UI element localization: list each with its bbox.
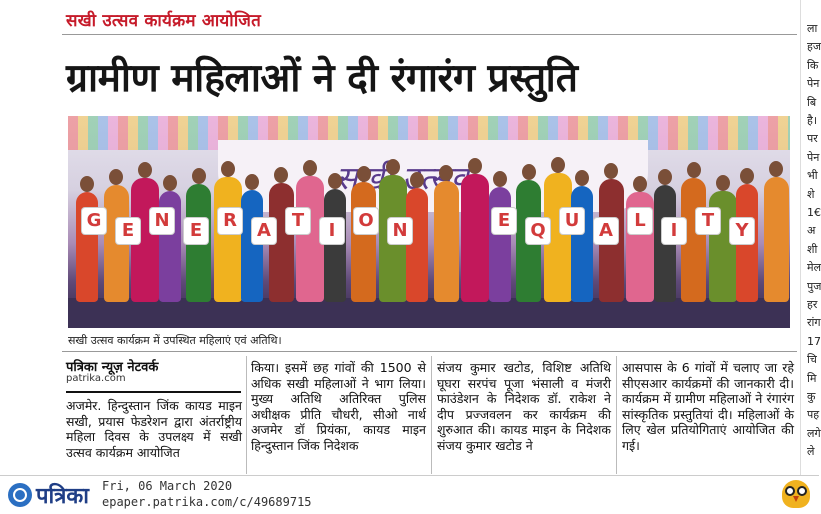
article-column-3: संजय कुमार खटोड, विशिष्ट अतिथि घूघरा सरपंच पूजा भंसाली व मंजरी फाउंडेशन के निदेशक डॉ. राकेश ने दीप प्रज्जवलन कर कार्यक्रम की शुरुआत की। कायड माइन के निदेशक संजय कुमार खटोड ने <box>437 360 611 453</box>
banner-title: उत्सव <box>402 159 469 197</box>
adjacent-text-line: है। <box>807 114 818 127</box>
adjacent-text-line: पुज <box>807 279 821 293</box>
adjacent-text-line: भी <box>807 169 818 183</box>
person-figure <box>461 174 489 302</box>
letter-sign: A <box>594 218 618 244</box>
adjacent-text-line: रांग <box>807 316 821 330</box>
letter-sign: R <box>218 208 242 234</box>
patrika-logo[interactable]: पत्रिका <box>36 484 89 509</box>
adjacent-text-line: ला <box>807 22 818 35</box>
person-figure <box>214 177 242 302</box>
adjacent-text-line: कु <box>807 390 816 403</box>
adjacent-text-line: मेल <box>807 261 821 275</box>
photo-caption: सखी उत्सव कार्यक्रम में उपस्थित महिलाएं एवं अतिथि। <box>68 334 282 347</box>
adjacent-text-line: हज <box>807 40 821 54</box>
adjacent-text-line: 17 <box>807 334 821 348</box>
letter-sign: Y <box>730 218 754 244</box>
article-column-2: किया। इसमें छह गांवों की 1500 से अधिक सखी महिलाओं ने भाग लिया। मुख्य अतिथि अतिरिक्त पुलिस अधीक्षक प्रीति चौधरी, सीओ नार्थ अजमेर डॉ प्रियंका, कायड माइन हिन्दुस्तान जिंक निदेशक <box>251 360 426 453</box>
adjacent-text-line: चि <box>807 353 817 367</box>
byline-rule <box>66 391 241 393</box>
column-divider <box>246 356 247 474</box>
letter-sign: E <box>184 218 208 244</box>
owl-eye <box>797 486 807 496</box>
article-headline: ग्रामीण महिलाओं ने दी रंगारंग प्रस्तुति <box>66 56 578 101</box>
adjacent-text-line: बि <box>807 95 817 109</box>
letter-sign: Q <box>526 218 550 244</box>
adjacent-text-line: हर <box>807 298 818 311</box>
edition-date: Fri, 06 March 2020 <box>102 479 233 493</box>
letter-sign: E <box>116 218 140 244</box>
stage-floor <box>68 298 790 328</box>
letter-sign: T <box>696 208 720 234</box>
event-photo <box>68 116 790 328</box>
adjacent-text-line: 1€ <box>807 206 821 219</box>
person-figure <box>571 186 593 302</box>
owl-mascot-icon[interactable] <box>782 480 810 508</box>
column-divider <box>616 356 617 474</box>
letter-sign: U <box>560 208 584 234</box>
divider <box>62 34 797 35</box>
letter-sign: E <box>492 208 516 234</box>
owl-beak <box>793 496 799 502</box>
person-figure <box>764 177 789 302</box>
person-figure <box>406 188 428 302</box>
letter-sign: N <box>388 218 412 244</box>
adjacent-text-line: पेन <box>807 150 820 164</box>
letter-sign: I <box>662 218 686 244</box>
letter-sign: G <box>82 208 106 234</box>
letter-sign: O <box>354 208 378 234</box>
adjacent-text-line: पेन <box>807 77 820 91</box>
article-column-4: आसपास के 6 गांवों में चलाए जा रहे सीएसआर कार्यक्रमों की जानकारी दी। कार्यक्रम में ग्रामीण महिलाओं ने रंगारंग सांस्कृतिक प्रस्तुतियां दी। महिलाओं के लिए खेल प्रतियोगिताएं आयोजित की गई। <box>622 360 794 453</box>
divider <box>62 351 797 352</box>
adjacent-text-line: लगे <box>807 426 821 440</box>
person-figure <box>241 190 263 302</box>
letter-sign: I <box>320 218 344 244</box>
adjacent-text-line: ले <box>807 445 815 459</box>
adjacent-text-line: शे <box>807 187 815 201</box>
epaper-url[interactable]: epaper.patrika.com/c/49689715 <box>102 495 312 509</box>
article-column-1: अजमेर. हिन्दुस्तान जिंक कायड माइन सखी, प्रयास फेडरेशन द्वारा अंतर्राष्ट्रीय महिला दिवस के उपलक्ष्य में सखी उत्सव कार्यक्रम आयोजित <box>66 398 242 460</box>
footer-bar <box>0 475 819 514</box>
letter-sign: L <box>628 208 652 234</box>
byline: पत्रिका न्यूज़ नेटवर्क <box>66 360 159 375</box>
letter-sign: N <box>150 208 174 234</box>
adjacent-text-line: मि <box>807 371 817 385</box>
person-figure <box>324 189 346 302</box>
person-figure <box>351 182 376 302</box>
owl-eye <box>785 486 795 496</box>
column-divider <box>431 356 432 474</box>
adjacent-text-line: पह <box>807 408 820 422</box>
byline-site: patrika.com <box>66 373 126 384</box>
letter-sign: T <box>286 208 310 234</box>
adjacent-text-line: शी <box>807 242 818 256</box>
person-figure <box>434 181 459 302</box>
adjacent-text-line: पर <box>807 132 818 146</box>
patrika-globe-icon[interactable] <box>8 483 32 507</box>
adjacent-text-line: कि <box>807 58 819 72</box>
adjacent-text-line: अ <box>807 224 816 238</box>
article-kicker: सखी उत्सव कार्यक्रम आयोजित <box>66 11 261 31</box>
letter-sign: A <box>252 218 276 244</box>
person-figure <box>489 187 511 302</box>
adjacent-article-fragment <box>800 0 820 475</box>
